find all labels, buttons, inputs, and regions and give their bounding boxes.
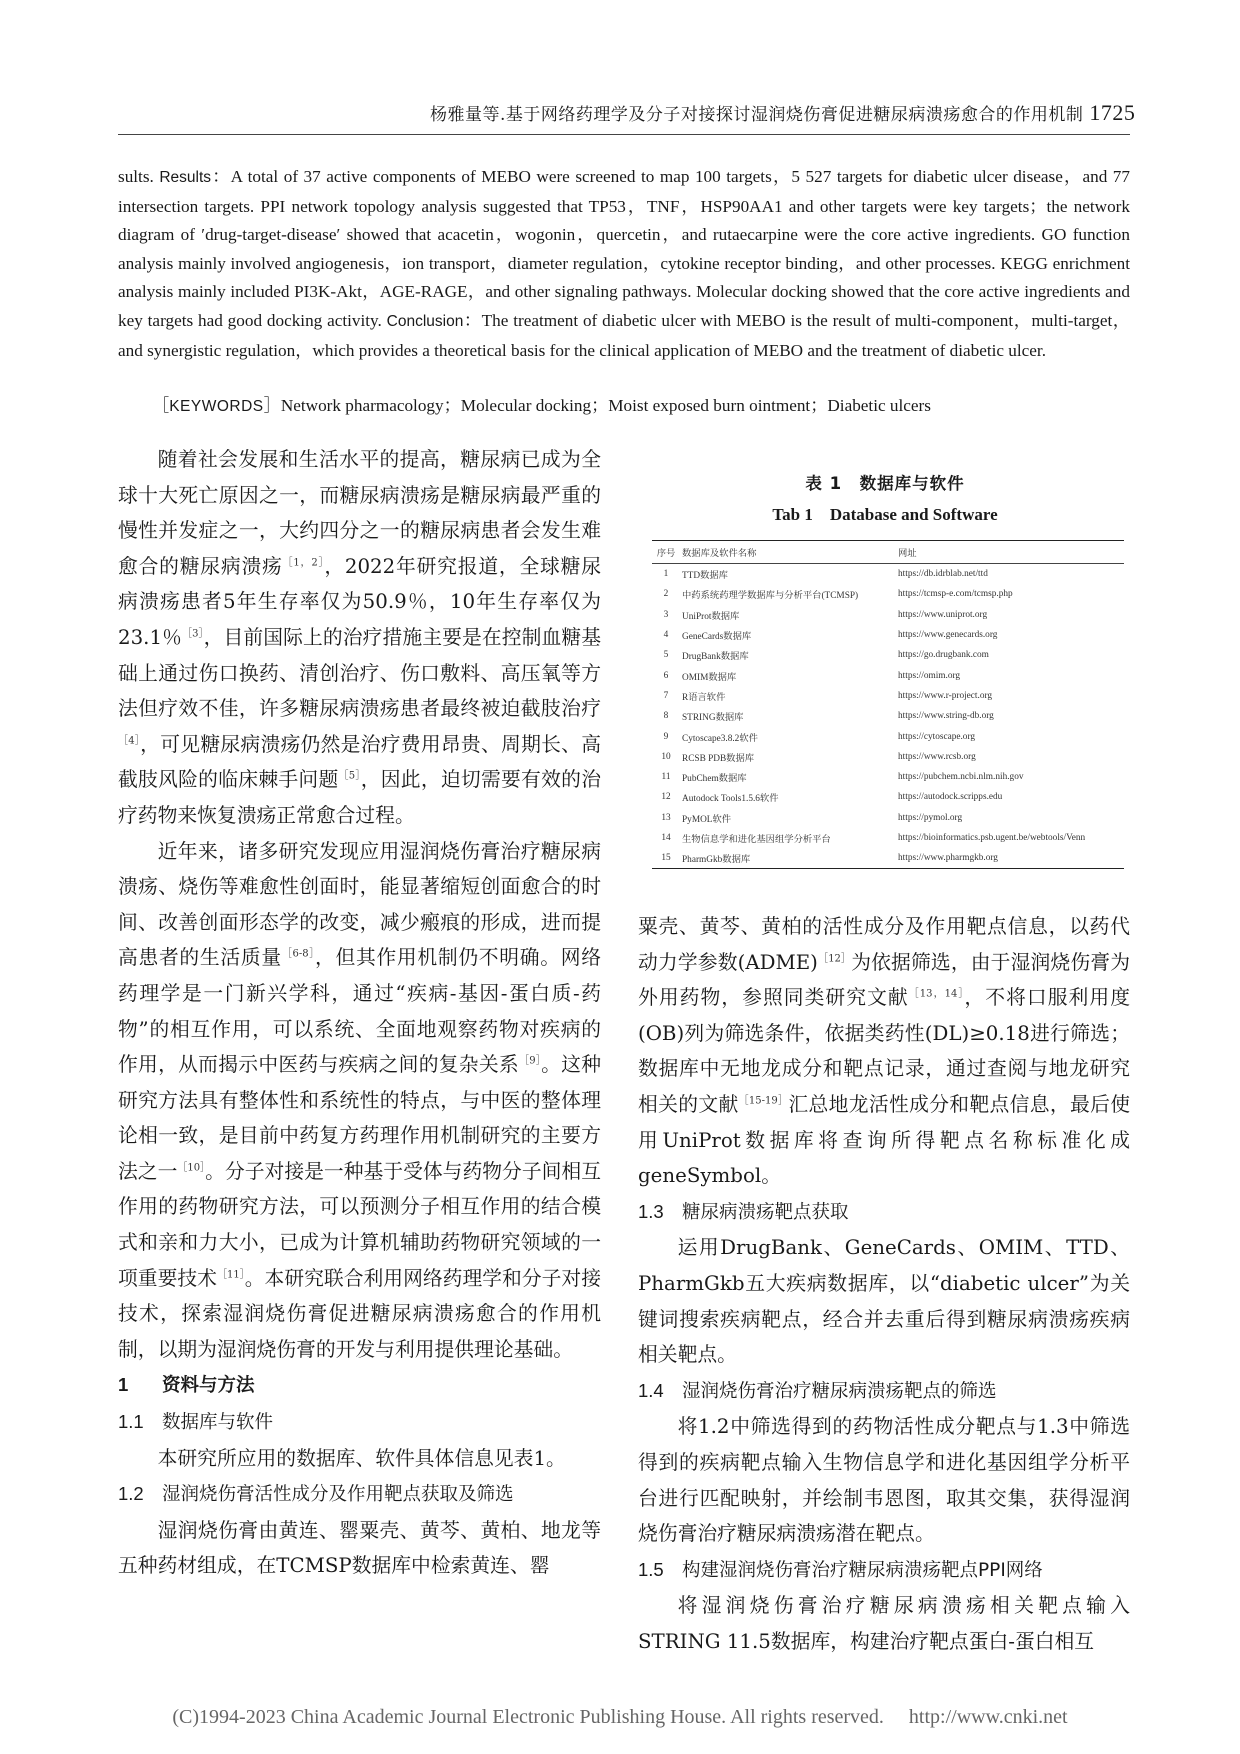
column-header: 网址 — [898, 549, 917, 559]
paragraph-1-2-continued — [638, 909, 1130, 1194]
running-title: 杨雅量等.基于网络药理学及分子对接探讨湿润烧伤膏促进糖尿病溃疡愈合的作用机制 — [430, 105, 1084, 125]
text-run: 汇总地龙活性成分和靶点信息，最后使用UniProt数据库将查询所得靶点名称标准化成geneSymbol。 — [638, 1092, 1130, 1188]
row-number-cell: 11 — [661, 772, 671, 783]
table-row — [652, 848, 1124, 869]
text-run: 近年来，诸多研究发现应用湿润烧伤膏治疗糖尿病溃疡、烧伤等难愈性创面时，能显著缩短创面愈合的时间、改善创面形态学的改变，减少瘢痕的形成，进而提高患者的生活质量 — [118, 839, 601, 970]
citation: ［15-19］ — [738, 1095, 789, 1107]
citation: ［10］ — [177, 1162, 206, 1174]
section-heading-1 — [118, 1367, 601, 1404]
table-row — [652, 584, 1124, 604]
row-name-cell: TTD数据库 — [682, 571, 728, 582]
table-row — [652, 625, 1124, 645]
row-name-cell: 生物信息学和进化基因组学分析平台 — [682, 835, 831, 845]
row-name-cell: STRING数据库 — [682, 713, 744, 724]
row-url-cell: https://cytoscape.org — [898, 731, 976, 742]
running-header — [430, 100, 1136, 126]
paragraph-1-2: 湿润烧伤膏由黄连、罂粟壳、黄芩、黄柏、地龙等五种药材组成，在TCMSP数据库中检索黄连、罂 — [118, 1518, 601, 1578]
text-run: ，因此，迫切需要有效的治疗药物来恢复溃疡正常愈合过程。 — [118, 768, 601, 827]
table-row — [652, 706, 1124, 726]
abstract-text-1: sults. — [118, 167, 160, 186]
text-run: 。分子对接是一种基于受体与药物分子间相互作用的药物研究方法，可以预测分子相互作用的结合模式和亲和力大小，已成为计算机辅助药物研究领域的一项重要技术 — [118, 1159, 601, 1290]
row-name-cell: R语言软件 — [682, 692, 726, 703]
header-rule — [118, 134, 1130, 135]
section-number: 1.2 — [118, 1483, 144, 1505]
row-number-cell: 5 — [663, 650, 669, 661]
text-run: 随着社会发展和生活水平的提高，糖尿病已成为全球十大死亡原因之一，而糖尿病溃疡是糖尿病最严重的慢性并发症之一，大约四分之一的糖尿病患者会发生难愈合的糖尿病溃疡 — [118, 448, 601, 578]
table-row — [652, 605, 1124, 625]
row-number-cell: 9 — [663, 731, 669, 742]
subsection-heading-1-2 — [118, 1476, 601, 1513]
row-url-cell: https://www.string-db.org — [898, 711, 994, 722]
row-url-cell: https://www.uniprot.org — [898, 609, 988, 620]
table-row — [652, 686, 1124, 706]
citation: ［9］ — [518, 1055, 542, 1067]
table-row — [652, 767, 1124, 787]
intro-paragraph-1 — [118, 442, 601, 834]
row-number-cell: 13 — [661, 812, 671, 823]
paragraph-1-5: 将湿润烧伤膏治疗糖尿病溃疡相关靶点输入STRING 11.5数据库，构建治疗靶点蛋白-蛋白相互 — [638, 1594, 1130, 1653]
row-url-cell: https://www.rcsb.org — [898, 751, 976, 762]
text-run: ，可见糖尿病溃疡仍然是治疗费用昂贵、周期长、高截肢风险的临床棘手问题 — [118, 732, 601, 792]
table-row — [652, 665, 1124, 685]
citation: ［12］ — [817, 953, 852, 964]
section-title: 构建湿润烧伤膏治疗糖尿病溃疡靶点PPI网络 — [682, 1559, 1043, 1581]
table-row — [652, 726, 1124, 746]
section-title: 湿润烧伤膏活性成分及作用靶点获取及筛选 — [162, 1484, 514, 1506]
row-name-cell: UniProt数据库 — [682, 611, 740, 622]
text-run: ，2022年研究报道，全球糖尿病溃疡患者5年生存率仅为50.9％，10年生存率仅为23.1％ — [118, 554, 601, 649]
row-number-cell: 14 — [661, 833, 671, 843]
citation: ［11］ — [216, 1269, 245, 1281]
keywords-bracket-close: ］ — [263, 396, 281, 415]
row-name-cell: OMIM数据库 — [682, 672, 737, 683]
row-url-cell: https://www.pharmgkb.org — [898, 853, 998, 864]
table-row — [652, 645, 1124, 665]
copyright-footer: (C)1994-2023 China Academic Journal Electronic Publishing House. All rights reserved. http://www.cnki.net — [172, 1706, 1068, 1728]
subsection-heading-1-5 — [638, 1552, 1130, 1589]
text-run: 粟壳、黄芩、黄柏的活性成分及作用靶点信息，以药代动力学参数(ADME) — [638, 915, 1130, 974]
keywords-line — [118, 392, 1130, 421]
citation: ［13，14］ — [908, 988, 965, 1000]
row-name-cell: PubChem数据库 — [682, 774, 747, 785]
column-header: 数据库及软件名称 — [682, 549, 757, 559]
subsection-heading-1-4 — [638, 1373, 1130, 1410]
column-header: 序号 — [656, 549, 676, 559]
keywords-bracket-open: ［ — [152, 396, 170, 415]
row-number-cell: 6 — [663, 670, 669, 681]
row-number-cell: 10 — [661, 751, 671, 762]
text-run: 。这种研究方法具有整体性和系统性的特点，与中医的整体理论相一致，是目前中药复方药理作用机制研究的主要方法之一 — [118, 1053, 601, 1183]
row-name-cell: RCSB PDB数据库 — [682, 753, 755, 764]
table-row — [652, 787, 1124, 807]
table-body — [652, 564, 1124, 869]
text-run: ，不将口服利用度(OB)列为筛选条件，依据类药性(DL)≥0.18进行筛选；数据库中无地龙成分和靶点记录，通过查阅与地龙研究相关的文献 — [638, 986, 1130, 1116]
row-name-cell: Cytoscape3.8.2软件 — [682, 733, 758, 744]
row-number-cell: 7 — [663, 690, 669, 701]
row-url-cell: https://www.r-project.org — [898, 690, 993, 701]
row-name-cell: GeneCards数据库 — [682, 632, 752, 643]
abstract-text-2: ：A total of 37 active components of MEBO were screened to map 100 targets，5 527 targets for diabetic ulcer disease，and 77 intersection targets. PPI network topology analysis suggested that TP53，TNF，HSP90AA1 and other targets were key targets；the network diagram of ′drug-target-disease′ showed that acacetin，wogonin，quercetin，and rutaecarpine were the core active ingredients. GO function analysis mainly involved angiogenesis，ion transport，diameter regulation，cytokine receptor binding，and other processes. KEGG enrichment analysis mainly included PI3K-Akt，AGE-RAGE，and other signaling pathways. Molecular docking showed that the core active ingredients and key targets had good docking activity. — [118, 167, 1130, 330]
row-number-cell: 2 — [663, 589, 669, 600]
row-url-cell: https://www.genecards.org — [898, 630, 998, 641]
citation: ［6-8］ — [281, 948, 315, 960]
row-name-cell: PyMOL软件 — [682, 814, 732, 825]
row-number-cell: 12 — [661, 792, 671, 803]
row-url-cell: https://omim.org — [898, 670, 961, 681]
text-run: 。本研究联合利用网络药理学和分子对接技术，探索湿润烧伤膏促进糖尿病溃疡愈合的作用机制，以期为湿润烧伤膏的开发与利用提供理论基础。 — [118, 1266, 601, 1361]
page-number: 1725 — [1089, 100, 1136, 125]
citation: ［3］ — [182, 628, 204, 640]
paragraph-1-4: 将1.2中筛选得到的药物活性成分靶点与1.3中筛选得到的疾病靶点输入生物信息学和进化基因组学分析平台进行匹配映射，并绘制韦恩图，取其交集，获得湿润烧伤膏治疗糖尿病溃疡潜在靶点。 — [638, 1415, 1130, 1546]
database-table — [652, 540, 1124, 869]
intro-paragraph-2 — [118, 834, 601, 1368]
citation: ［4］ — [118, 735, 141, 747]
table-row — [652, 747, 1124, 767]
row-name-cell: 中药系统药理学数据库与分析平台(TCMSP) — [682, 591, 859, 602]
section-title: 糖尿病溃疡靶点获取 — [682, 1201, 849, 1223]
row-url-cell: https://go.drugbank.com — [898, 650, 989, 661]
citation: ［1，2］ — [282, 557, 325, 569]
left-column — [118, 442, 601, 1584]
row-url-cell: https://tcmsp-e.com/tcmsp.php — [898, 589, 1013, 600]
row-url-cell: https://autodock.scripps.edu — [898, 792, 1003, 803]
section-number: 1.3 — [638, 1200, 664, 1222]
subsection-heading-1-1 — [118, 1404, 601, 1441]
table-row — [652, 808, 1124, 828]
row-number-cell: 3 — [663, 609, 669, 620]
section-number: 1 — [118, 1374, 129, 1396]
results-label: Results — [159, 169, 212, 186]
row-number-cell: 15 — [661, 853, 671, 864]
row-number-cell: 8 — [663, 711, 669, 722]
section-title: 数据库与软件 — [162, 1412, 274, 1434]
row-url-cell: https://db.idrblab.net/ttd — [898, 569, 988, 580]
row-number-cell: 4 — [663, 630, 669, 641]
row-url-cell: https://pymol.org — [898, 812, 963, 823]
text-run: ，目前国际上的治疗措施主要是在控制血糖基础上通过伤口换药、清创治疗、伤口敷料、高压氧等方法但疗效不佳，许多糖尿病溃疡患者最终被迫截肢治疗 — [118, 625, 601, 721]
section-number: 1.1 — [118, 1411, 144, 1433]
keywords-label: KEYWORDS — [169, 398, 264, 415]
row-name-cell: PharmGkb数据库 — [682, 855, 751, 866]
table-row — [652, 828, 1124, 848]
conclusion-label: Conclusion — [386, 312, 464, 330]
table-header-row — [652, 541, 1124, 564]
row-name-cell: DrugBank数据库 — [682, 652, 749, 663]
right-column — [638, 909, 1130, 1659]
row-number-cell: 1 — [663, 569, 669, 580]
table-caption-en: Tab 1 Database and Software — [772, 505, 998, 524]
section-title: 湿润烧伤膏治疗糖尿病溃疡靶点的筛选 — [682, 1380, 997, 1402]
section-number: 1.4 — [638, 1379, 664, 1401]
paragraph-1-3: 运用DrugBank、GeneCards、OMIM、TTD、PharmGkb五大疾病数据库，以“diabetic ulcer”为关键词搜索疾病靶点，经合并去重后得到糖尿病溃疡疾病相关靶点。 — [638, 1236, 1130, 1367]
english-abstract — [118, 163, 1130, 365]
section-title: 资料与方法 — [162, 1375, 255, 1397]
row-url-cell: https://bioinformatics.psb.ugent.be/webtools/Venn — [898, 833, 1086, 843]
section-number: 1.5 — [638, 1558, 664, 1580]
abstract-text-3: ：The treatment of diabetic ulcer with MEBO is the result of multi-component，multi-target，and synergistic regulation，which provides a theoretical basis for the clinical application of MEBO and the treatment of diabetic ulcer. — [118, 310, 1130, 360]
row-name-cell: Autodock Tools1.5.6软件 — [682, 794, 779, 805]
text-run: 为依据筛选，由于湿润烧伤膏为外用药物，参照同类研究文献 — [638, 950, 1130, 1010]
paragraph-1-1: 本研究所应用的数据库、软件具体信息见表1。 — [157, 1446, 566, 1470]
keywords-text: Network pharmacology；Molecular docking；Moist exposed burn ointment；Diabetic ulcers — [280, 396, 931, 415]
table-row — [652, 564, 1124, 585]
row-url-cell: https://pubchem.ncbi.nlm.nih.gov — [898, 772, 1024, 783]
subsection-heading-1-3 — [638, 1194, 1130, 1231]
citation: ［5］ — [338, 770, 361, 782]
text-run: ，但其作用机制仍不明确。网络药理学是一门新兴学科，通过“疾病-基因-蛋白质-药物”的相互作用，可以系统、全面地观察药物对疾病的作用，从而揭示中医药与疾病之间的复杂关系 — [118, 946, 601, 1077]
table-caption-cn: 表 1 数据库与软件 — [805, 474, 965, 493]
